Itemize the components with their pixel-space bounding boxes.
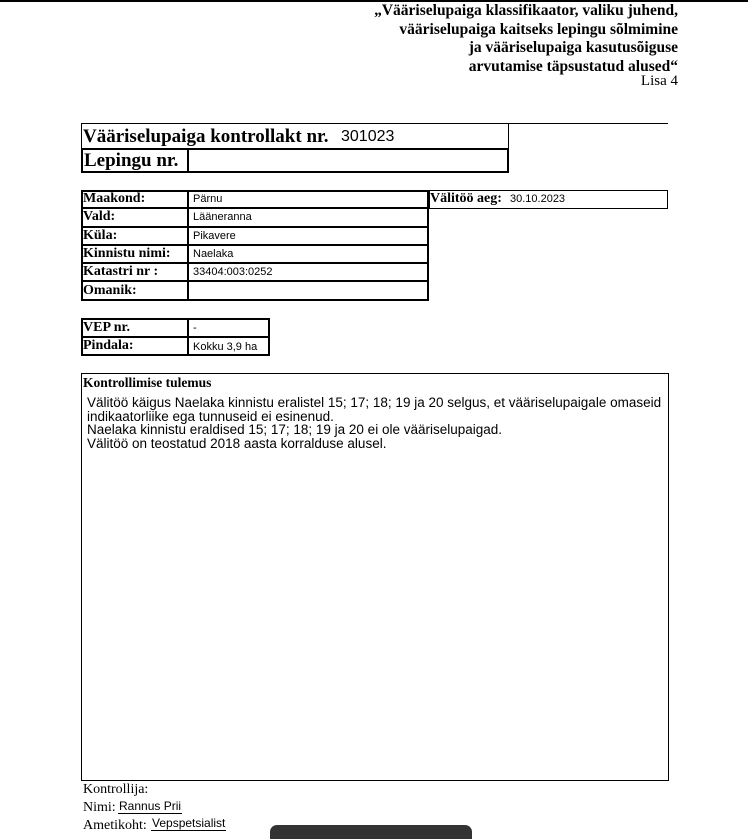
result-line: Naelaka kinnistu eraldised 15; 17; 18; 19 ja 20 ei ole vääriselupaigad. (87, 422, 503, 437)
fieldwork-value: 30.10.2023 (510, 193, 566, 205)
document-header (374, 2, 678, 76)
parish-value: Lääneranna (193, 211, 252, 223)
cadastre-label: Katastri nr : (83, 264, 159, 279)
result-line: Välitöö on teostatud 2018 aasta korralduse alusel. (87, 435, 387, 451)
contract-label: Lepingu nr. (84, 150, 179, 171)
parish-label: Vald: (83, 209, 116, 224)
cadastre-value: 33404:003:0252 (193, 266, 273, 278)
act-title: Vääriselupaiga kontrollakt nr. (83, 126, 329, 147)
row-divider (81, 207, 429, 209)
header-line: „Vääriselupaiga klassifikaator, valiku juhend, (374, 2, 678, 19)
village-label: Küla: (83, 228, 118, 243)
act-number: 301023 (341, 128, 395, 145)
header-line: ja vääriselupaiga kasutusõiguse (468, 39, 678, 56)
row-divider (81, 280, 429, 282)
owner-label: Omanik: (83, 283, 137, 298)
county-value: Pärnu (193, 193, 223, 205)
header-line: vääriselupaiga kaitseks lepingu sõlmimine (399, 20, 678, 38)
fieldwork-label: Välitöö aeg: (430, 191, 502, 206)
viewer-toolbar[interactable] (270, 825, 472, 839)
row-divider (81, 226, 429, 228)
county-label: Maakond: (83, 191, 146, 206)
result-line: indikaatorliike ega tunnuseid ei esinenud. (87, 408, 334, 424)
contract-divider (187, 148, 189, 173)
result-line: Välitöö käigus Naelaka kinnistu eralistel 15; 17; 18; 19 ja 20 selgus, et vääriselupaigale omaseid (87, 395, 662, 410)
area-value: Kokku 3,9 ha (193, 341, 258, 353)
header-line: arvutamise täpsustatud alused“ (468, 57, 678, 75)
name-label: Nimi: (83, 800, 116, 815)
appendix-label: Lisa 4 (640, 73, 678, 89)
checker-label: Kontrollija: (83, 782, 149, 797)
position-label: Ametikoht: (83, 818, 147, 833)
property-name-label: Kinnistu nimi: (83, 246, 171, 261)
village-value: Pikavere (193, 230, 236, 242)
name-value: Rannus Prii (119, 799, 182, 813)
vep-number-value: - (193, 322, 197, 334)
area-label: Pindala: (83, 338, 134, 353)
property-name-value: Naelaka (193, 248, 234, 260)
vep-number-label: VEP nr. (83, 320, 130, 335)
result-heading: Kontrollimise tulemus (83, 375, 212, 390)
result-text (87, 396, 661, 450)
position-value: Vepspetsialist (152, 816, 226, 830)
